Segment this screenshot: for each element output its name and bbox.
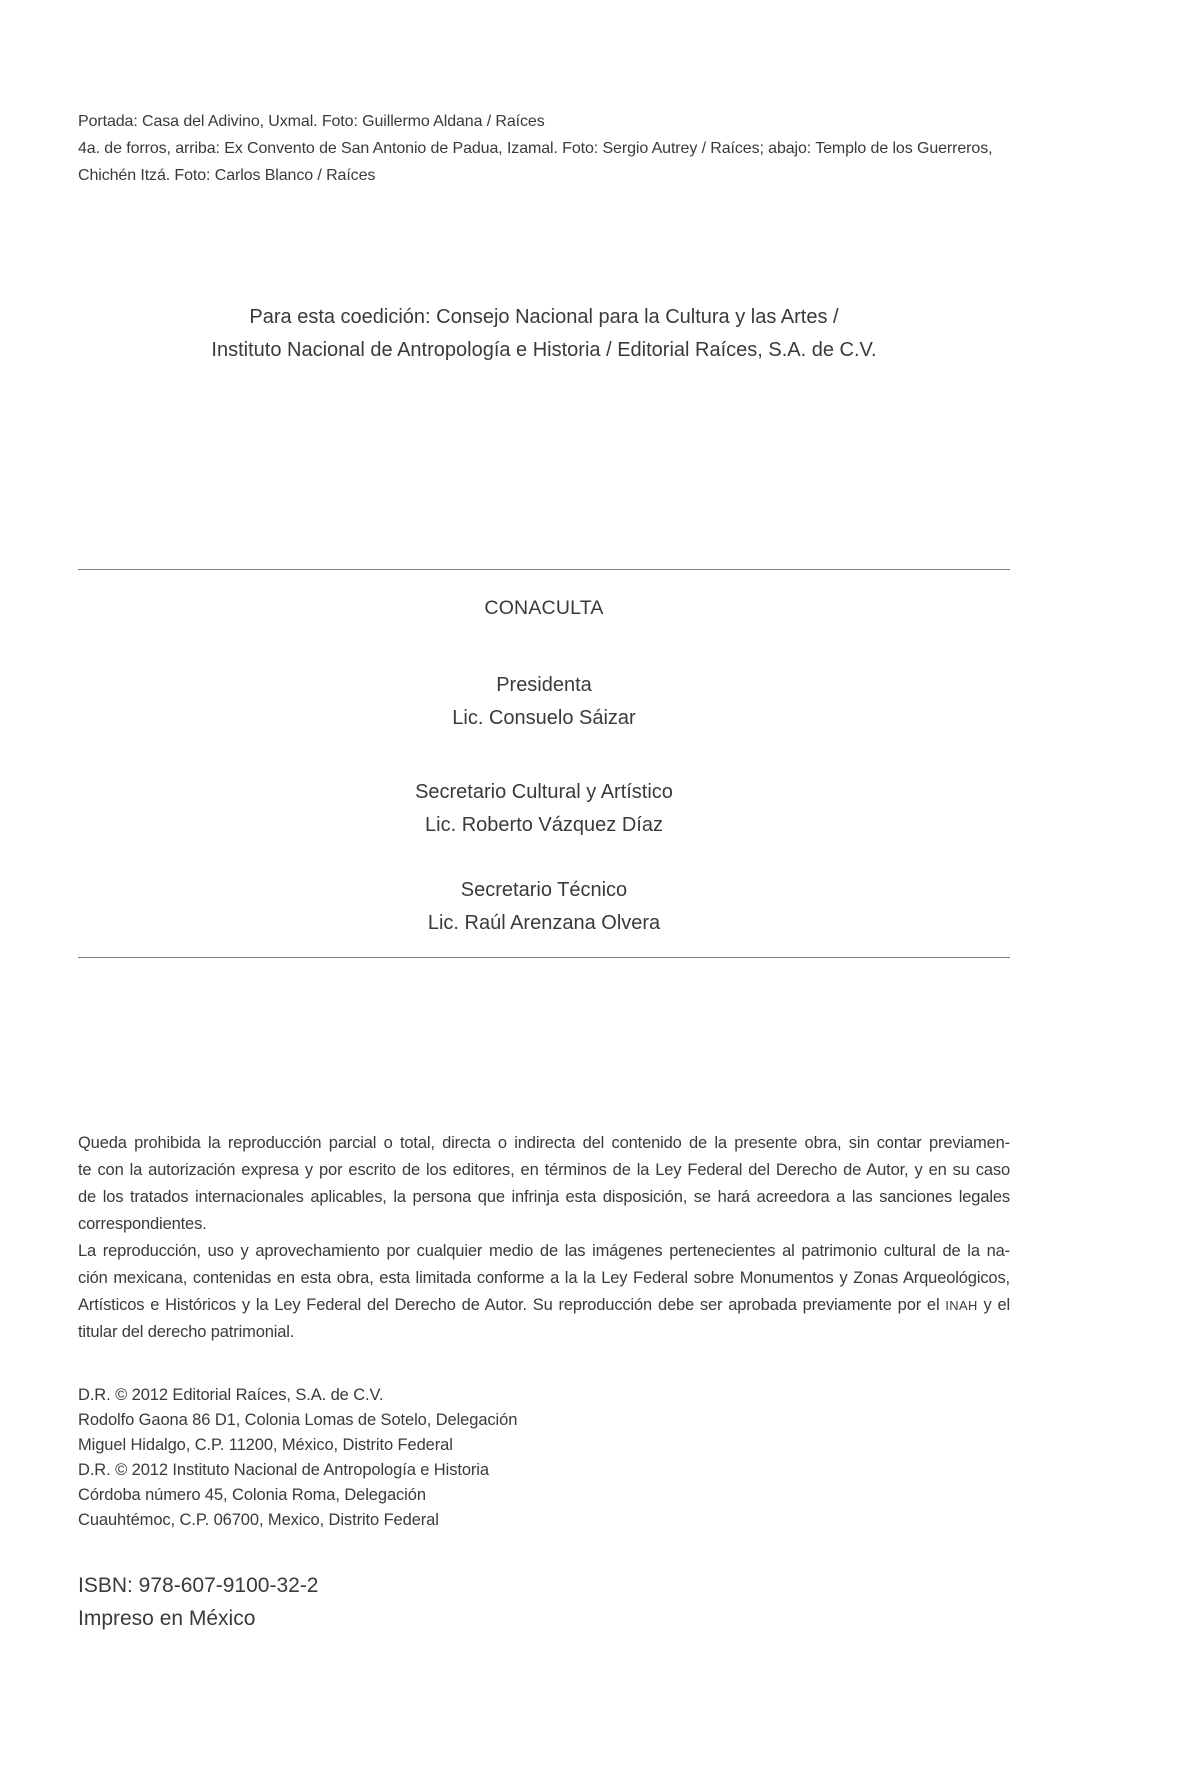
- imprint-line: Córdoba número 45, Colonia Roma, Delegación: [78, 1486, 426, 1504]
- imprint-line: Miguel Hidalgo, C.P. 11200, México, Distrito Federal: [78, 1436, 453, 1454]
- imprint-block: [78, 1383, 1010, 1533]
- imprint-line: D.R. © 2012 Editorial Raíces, S.A. de C.V.: [78, 1386, 384, 1404]
- coedition-statement: [78, 301, 1010, 367]
- institution-title: CONACULTA: [484, 597, 604, 619]
- officer-role: Secretario Cultural y Artístico: [415, 781, 673, 803]
- inah-acronym: INAH: [945, 1298, 978, 1313]
- officer-name: Lic. Roberto Vázquez Díaz: [425, 814, 663, 836]
- legal-paragraph-reproduction: [78, 1130, 1010, 1238]
- legal-line: Queda prohibida la reproducción parcial o total, directa o indirecta del contenido de la presente obra, sin contar previamen-: [78, 1134, 1010, 1152]
- officer-group-secretario-cultural: [78, 776, 1010, 842]
- legal-line: [78, 1292, 1010, 1319]
- isbn-block: [78, 1569, 1010, 1635]
- divider-top: [78, 569, 1010, 570]
- conaculta-block: [78, 597, 1010, 940]
- officer-role: Presidenta: [496, 674, 592, 696]
- coedition-line: Instituto Nacional de Antropología e Historia / Editorial Raíces, S.A. de C.V.: [211, 339, 877, 361]
- legal-line: te con la autorización expresa y por escrito de los editores, en términos de la Ley Federal del Derecho de Autor, y en su caso: [78, 1161, 1010, 1179]
- officer-name: Lic. Consuelo Sáizar: [452, 707, 636, 729]
- printed-in: Impreso en México: [78, 1607, 256, 1630]
- legal-text-segment: Artísticos e Históricos y la Ley Federal del Derecho de Autor. Su reproducción debe ser aprobada previamente por el: [78, 1296, 946, 1314]
- divider-bottom: [78, 957, 1010, 958]
- legal-notice: [78, 1130, 1010, 1346]
- officer-group-secretario-tecnico: [78, 874, 1010, 940]
- legal-paragraph-heritage: [78, 1238, 1010, 1346]
- cover-photo-credits: [78, 0, 1010, 189]
- imprint-line: Rodolfo Gaona 86 D1, Colonia Lomas de Sotelo, Delegación: [78, 1411, 518, 1429]
- officer-role: Secretario Técnico: [460, 879, 628, 901]
- officer-name: Lic. Raúl Arenzana Olvera: [427, 912, 661, 934]
- legal-line: La reproducción, uso y aprovechamiento por cualquier medio de las imágenes pertenecientes al patrimonio cultural de la na-: [78, 1242, 1010, 1260]
- legal-line: ción mexicana, contenidas en esta obra, esta limitada conforme a la la Ley Federal sobre Monumentos y Zonas Arqueológicos,: [78, 1269, 1010, 1287]
- coedition-line: Para esta coedición: Consejo Nacional para la Cultura y las Artes /: [249, 306, 839, 328]
- legal-line: correspondientes.: [78, 1215, 207, 1233]
- imprint-line: Cuauhtémoc, C.P. 06700, Mexico, Distrito Federal: [78, 1511, 439, 1529]
- imprint-line: D.R. © 2012 Instituto Nacional de Antropología e Historia: [78, 1461, 489, 1479]
- legal-line: de los tratados internacionales aplicables, la persona que infrinja esta disposición, se hará acreedora a las sanciones legales: [78, 1188, 1010, 1206]
- isbn-number: ISBN: 978-607-9100-32-2: [78, 1574, 319, 1597]
- legal-line: titular del derecho patrimonial.: [78, 1323, 295, 1341]
- officer-group-presidenta: [78, 669, 1010, 735]
- legal-text-segment: y el: [977, 1296, 1010, 1314]
- credit-line: Portada: Casa del Adivino, Uxmal. Foto: Guillermo Aldana / Raíces: [78, 113, 545, 130]
- credit-line: 4a. de forros, arriba: Ex Convento de San Antonio de Padua, Izamal. Foto: Sergio Autrey / Raíces; abajo: Templo de los Guerreros,: [78, 140, 993, 157]
- credit-line: Chichén Itzá. Foto: Carlos Blanco / Raíces: [78, 167, 376, 184]
